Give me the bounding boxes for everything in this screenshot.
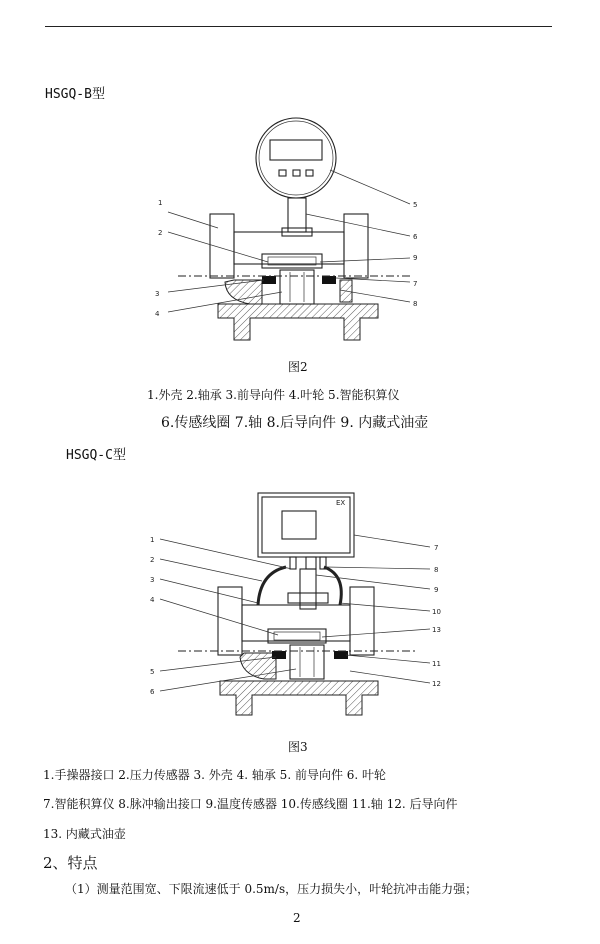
- figure3-legend-line1: 1.手操器接口 2.压力传感器 3. 外壳 4. 轴承 5. 前导向件 6. 叶轮: [43, 768, 387, 782]
- fig3-callout-9: 9: [434, 586, 439, 594]
- fig3-callout-2: 2: [150, 556, 155, 564]
- figure3-caption: 图3: [288, 740, 308, 754]
- fig3-display-mark: EX: [336, 499, 346, 507]
- fig2-callout-7: 7: [413, 280, 418, 288]
- fig3-callout-10: 10: [432, 608, 441, 616]
- fig3-callout-5: 5: [150, 668, 155, 676]
- page-number: 2: [293, 911, 301, 925]
- fig3-callout-12: 12: [432, 680, 441, 688]
- fig3-callout-3: 3: [150, 576, 155, 584]
- fig2-callout-1: 1: [158, 199, 163, 207]
- fig2-callout-6: 6: [413, 233, 418, 241]
- figure2-legend-line2: 6.传感线圈 7.轴 8.后导向件 9. 内藏式油壶: [161, 415, 429, 431]
- features-item-1: （1）测量范围宽、下限流速低于 0.5m/s，压力损失小，叶轮抗冲击能力强；: [65, 882, 478, 896]
- section-title-hsgq-b: HSGQ-B型: [45, 87, 105, 102]
- figure3-legend-line3: 13. 内藏式油壶: [43, 827, 126, 841]
- section-title-hsgq-c: HSGQ-C型: [66, 448, 126, 463]
- fig2-callout-9: 9: [413, 254, 418, 262]
- fig3-callout-13: 13: [432, 626, 441, 634]
- figure3-legend-line2: 7.智能积算仪 8.脉冲输出接口 9.温度传感器 10.传感线圈 11.轴 12. 后导向件: [43, 797, 458, 811]
- fig3-callout-1: 1: [150, 536, 155, 544]
- figure2-legend-line1: 1.外壳 2.轴承 3.前导向件 4.叶轮 5.智能积算仪: [147, 388, 400, 402]
- fig2-callout-4: 4: [155, 310, 160, 318]
- fig2-callout-3: 3: [155, 290, 160, 298]
- figure2-diagram: [0, 0, 600, 350]
- fig2-callout-8: 8: [413, 300, 418, 308]
- fig3-callout-8: 8: [434, 566, 439, 574]
- fig3-callout-6: 6: [150, 688, 155, 696]
- fig3-callout-4: 4: [150, 596, 155, 604]
- fig3-callout-7: 7: [434, 544, 439, 552]
- figure3-diagram: [0, 475, 600, 735]
- fig2-callout-2: 2: [158, 229, 163, 237]
- features-heading: 2、特点: [43, 854, 98, 872]
- fig2-callout-5: 5: [413, 201, 418, 209]
- figure2-caption: 图2: [288, 360, 308, 374]
- fig3-callout-11: 11: [432, 660, 441, 668]
